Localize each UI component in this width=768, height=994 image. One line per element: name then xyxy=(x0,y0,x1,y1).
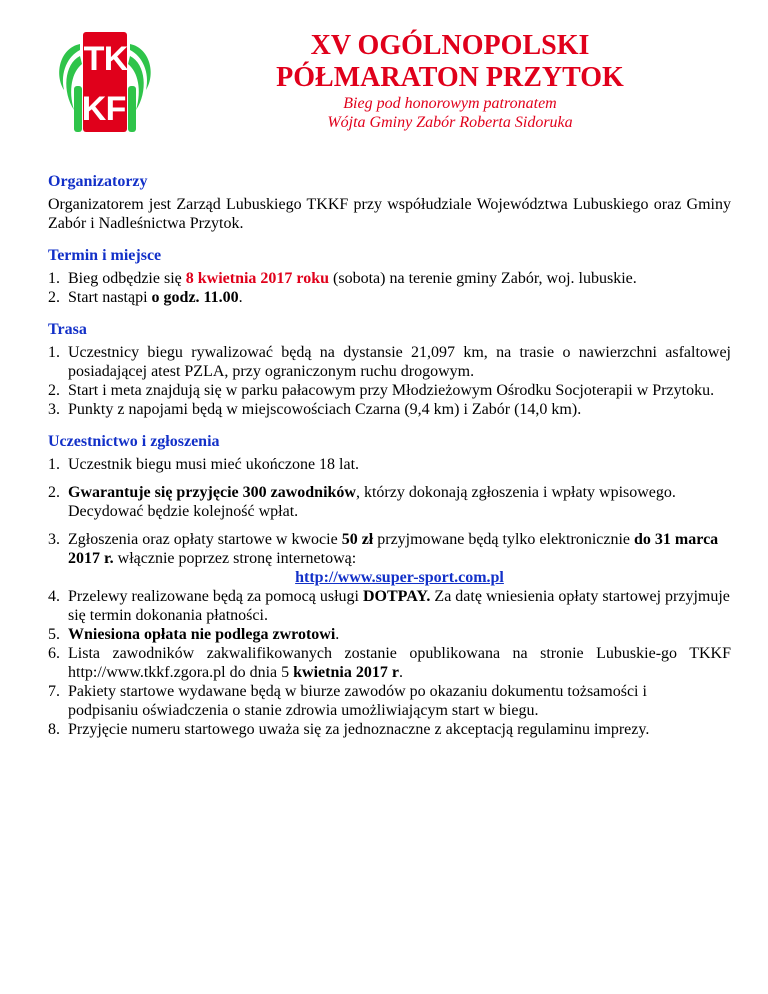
title-line-1: XV OGÓLNOPOLSKI xyxy=(310,30,590,61)
list-number: 7. xyxy=(48,683,60,700)
text-fragment: Start nastąpi xyxy=(68,289,152,306)
list-text xyxy=(68,288,731,307)
list-item xyxy=(48,682,731,720)
payment-service: DOTPAY. xyxy=(362,588,431,605)
publish-date: kwietnia 2017 r xyxy=(293,664,399,681)
organizatorzy-text: Organizatorem jest Zarząd Lubuskiego TKKF przy współudziale Województwa Lubuskiego oraz Gminy Zabór i Nadleśnictwa Przytok. xyxy=(48,196,731,232)
list-item xyxy=(48,381,731,400)
list-item xyxy=(48,587,731,625)
list-text: Uczestnicy biegu rywalizować będą na dystansie 21,097 km, na trasie o nawierzchni asfaltowej posiadającej atest PZLA, przy ograniczonym ruchu drogowym. xyxy=(68,344,731,380)
list-number: 5. xyxy=(48,626,60,643)
list-number: 1. xyxy=(48,456,60,473)
text-fragment: Za datę wniesienia opłaty startowej przyjmuje się termin dokonania płatności. xyxy=(68,588,730,624)
registration-link[interactable]: http://www.super-sport.com.pl xyxy=(295,569,504,586)
list-item xyxy=(48,288,731,307)
list-number: 3. xyxy=(48,531,60,548)
list-number: 1. xyxy=(48,344,60,361)
section-title-uczestnictwo: Uczestnictwo i zgłoszenia xyxy=(48,433,220,450)
text-fragment: przyjmowane będą tylko elektronicznie xyxy=(373,531,635,548)
list-item xyxy=(48,400,731,419)
tkkf-logo-icon xyxy=(50,26,160,136)
section-title-trasa: Trasa xyxy=(48,321,87,338)
deadline-date: do 31 marca 2017 r. xyxy=(68,531,719,567)
list-item xyxy=(48,343,731,381)
logo-letter-f: F xyxy=(105,90,127,128)
list-number: 1. xyxy=(48,270,60,287)
list-text xyxy=(68,644,731,682)
list-text: Przyjęcie numeru startowego uważa się za jednoznaczne z akceptacją regulaminu imprezy. xyxy=(68,721,650,738)
title-line-2: PÓŁMARATON PRZYTOK xyxy=(276,62,624,93)
list-text xyxy=(68,483,731,521)
section-organizatorzy xyxy=(48,172,731,233)
fee-amount: 50 zł xyxy=(341,531,374,548)
subtitle-line-1: Bieg pod honorowym patronatem xyxy=(343,95,557,112)
list-text: Pakiety startowe wydawane będą w biurze zawodów po okazaniu dokumentu tożsamości i podpisaniu oświadczenia o stanie zdrowia umożliwiającym start w biegu. xyxy=(68,683,647,719)
list-number: 2. xyxy=(48,289,60,306)
text-fragment: Przelewy realizowane będą za pomocą usługi xyxy=(68,588,363,605)
list-item xyxy=(48,720,731,739)
list-item xyxy=(48,483,731,521)
list-text: Uczestnik biegu musi mieć ukończone 18 lat. xyxy=(68,456,360,473)
list-item xyxy=(48,269,731,288)
list-number: 6. xyxy=(48,645,60,662)
list-item xyxy=(48,455,731,474)
text-fragment: . xyxy=(398,664,403,681)
logo-letter-t: T xyxy=(83,40,105,78)
list-text xyxy=(68,625,731,644)
start-time: o godz. 11.00 xyxy=(151,289,239,306)
list-number: 4. xyxy=(48,588,60,605)
logo-letter-k2: K xyxy=(81,90,107,128)
text-fragment: włącznie poprzez stronę internetową: xyxy=(113,550,357,567)
text-fragment: Bieg odbędzie się xyxy=(68,270,186,287)
text-fragment: . xyxy=(238,289,243,306)
list-number: 2. xyxy=(48,382,60,399)
text-fragment: Gwarantuje się przyjęcie 300 zawodników xyxy=(68,484,356,501)
list-item xyxy=(48,644,731,682)
list-number: 8. xyxy=(48,721,60,738)
list-text: Punkty z napojami będą w miejscowościach Czarna (9,4 km) i Zabór (14,0 km). xyxy=(68,401,582,418)
subtitle-line-2: Wójta Gminy Zabór Roberta Sidoruka xyxy=(327,114,573,131)
text-fragment: Zgłoszenia oraz opłaty startowe w kwocie xyxy=(68,531,342,548)
list-number: 2. xyxy=(48,484,60,501)
section-uczestnictwo xyxy=(48,432,731,739)
section-termin xyxy=(48,246,731,307)
tkkf-logo xyxy=(50,26,160,136)
list-item xyxy=(48,625,731,644)
list-text xyxy=(68,587,731,625)
text-fragment: . xyxy=(335,626,340,643)
section-title-termin: Termin i miejsce xyxy=(48,247,162,264)
text-fragment: (sobota) na terenie gminy Zabór, woj. lubuskie. xyxy=(329,270,637,287)
list-item xyxy=(48,530,731,587)
document-body xyxy=(48,172,731,739)
section-title-organizatorzy: Organizatorzy xyxy=(48,173,148,190)
event-date: 8 kwietnia 2017 roku xyxy=(185,270,330,287)
list-text xyxy=(68,530,731,587)
list-text xyxy=(68,269,731,288)
section-trasa xyxy=(48,320,731,419)
logo-letter-k1: K xyxy=(103,40,129,78)
list-number: 3. xyxy=(48,401,60,418)
text-fragment: , którzy dokonają zgłoszenia i wpłaty wpisowego. Decydować będzie kolejność wpłat. xyxy=(68,484,676,520)
text-fragment: Wniesiona opłata nie podlega zwrotowi xyxy=(68,626,336,643)
list-text: Start i meta znajdują się w parku pałacowym przy Młodzieżowym Ośrodku Socjoterapii w Przytoku. xyxy=(68,382,715,399)
text-fragment: Lista zawodników zakwalifikowanych zostanie opublikowana na stronie Lubuskie-go TKKF http://www.tkkf.zgora.pl do dnia 5 xyxy=(68,645,731,681)
document-subtitle xyxy=(180,94,720,132)
document-title xyxy=(180,30,720,94)
